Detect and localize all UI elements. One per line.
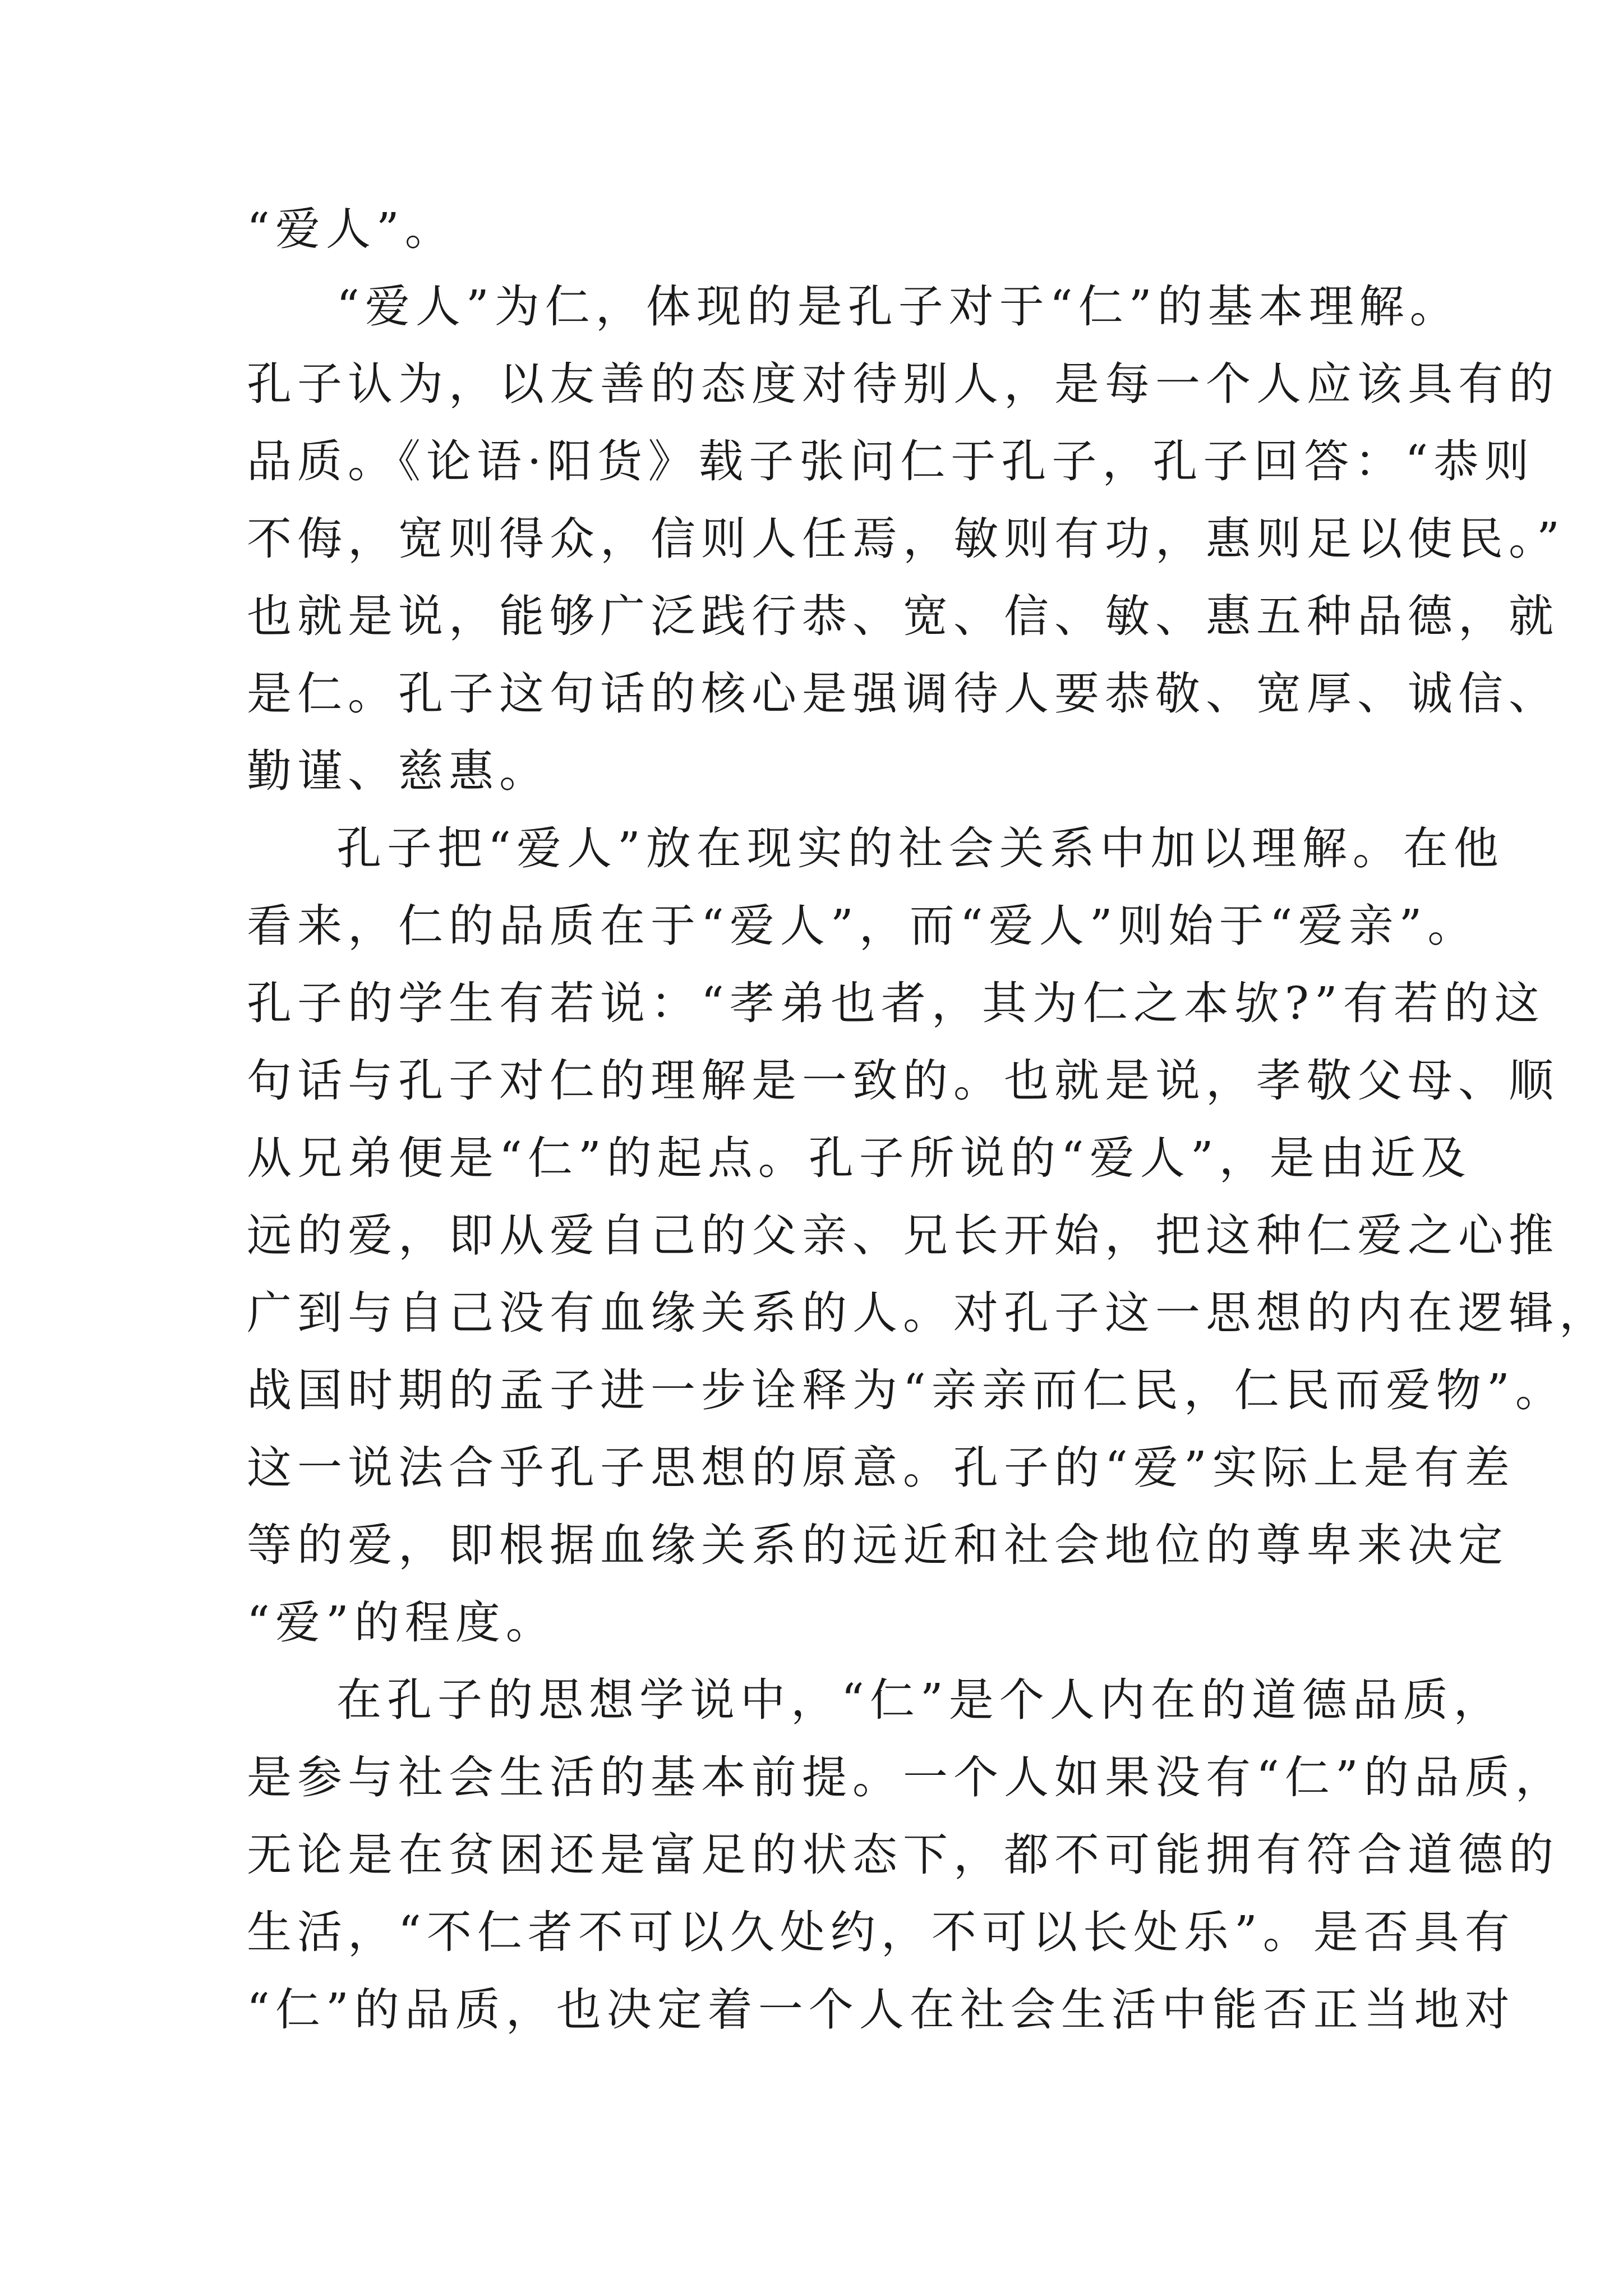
text-line: 无论是在贫困还是富足的状态下，都不可能拥有符合道德的	[247, 1829, 1559, 1881]
text-line: “仁”的品质，也决定着一个人在社会生活中能否正当地对	[247, 1984, 1515, 2036]
text-line: 句话与孔子对仁的理解是一致的。也就是说，孝敬父母、顺	[247, 1055, 1559, 1107]
text-line: “爱人”为仁，体现的是孔子对于“仁”的基本理解。	[336, 280, 1460, 333]
text-line: “爱”的程度。	[247, 1596, 556, 1649]
text-line: “爱人”。	[247, 203, 455, 255]
text-line: 孔子把“爱人”放在现实的社会关系中加以理解。在他	[336, 822, 1504, 875]
text-line: 战国时期的孟子进一步诠释为“亲亲而仁民，仁民而爱物”。	[247, 1364, 1566, 1416]
text-line: 从兄弟便是“仁”的起点。孔子所说的“爱人”，是由近及	[247, 1132, 1472, 1184]
text-line: 是仁。孔子这句话的核心是强调待人要恭敬、宽厚、诚信、	[247, 668, 1559, 720]
text-line: 勤谨、慈惠。	[247, 745, 550, 797]
text-line: 看来，仁的品质在于“爱人”，而“爱人”则始于“爱亲”。	[247, 900, 1478, 952]
text-line: 是参与社会生活的基本前提。一个人如果没有“仁”的品质，	[247, 1751, 1566, 1803]
text-line: 也就是说，能够广泛践行恭、宽、信、敏、惠五种品德，就	[247, 590, 1559, 642]
text-line: 孔子的学生有若说：“孝弟也者，其为仁之本欤?”有若的这	[247, 977, 1545, 1029]
text-line: 品质。《论语·阳货》载子张问仁于孔子，孔子回答：“恭则	[247, 435, 1535, 487]
text-line: 等的爱，即根据血缘关系的远近和社会地位的尊卑来决定	[247, 1519, 1509, 1571]
text-line: 广到与自己没有血缘关系的人。对孔子这一思想的内在逻辑，	[247, 1287, 1610, 1339]
text-line: 孔子认为，以友善的态度对待别人，是每一个人应该具有的	[247, 358, 1559, 410]
text-line: 这一说法合乎孔子思想的原意。孔子的“爱”实际上是有差	[247, 1442, 1515, 1494]
document-body	[247, 191, 1610, 2049]
text-line: 不侮，宽则得众，信则人任焉，敏则有功，惠则足以使民。”	[247, 513, 1565, 565]
text-line: 在孔子的思想学说中，“仁”是个人内在的道德品质，	[336, 1674, 1504, 1726]
text-line: 生活，“不仁者不可以久处约，不可以长处乐”。是否具有	[247, 1906, 1515, 1958]
text-line: 远的爱，即从爱自己的父亲、兄长开始，把这种仁爱之心推	[247, 1209, 1559, 1262]
